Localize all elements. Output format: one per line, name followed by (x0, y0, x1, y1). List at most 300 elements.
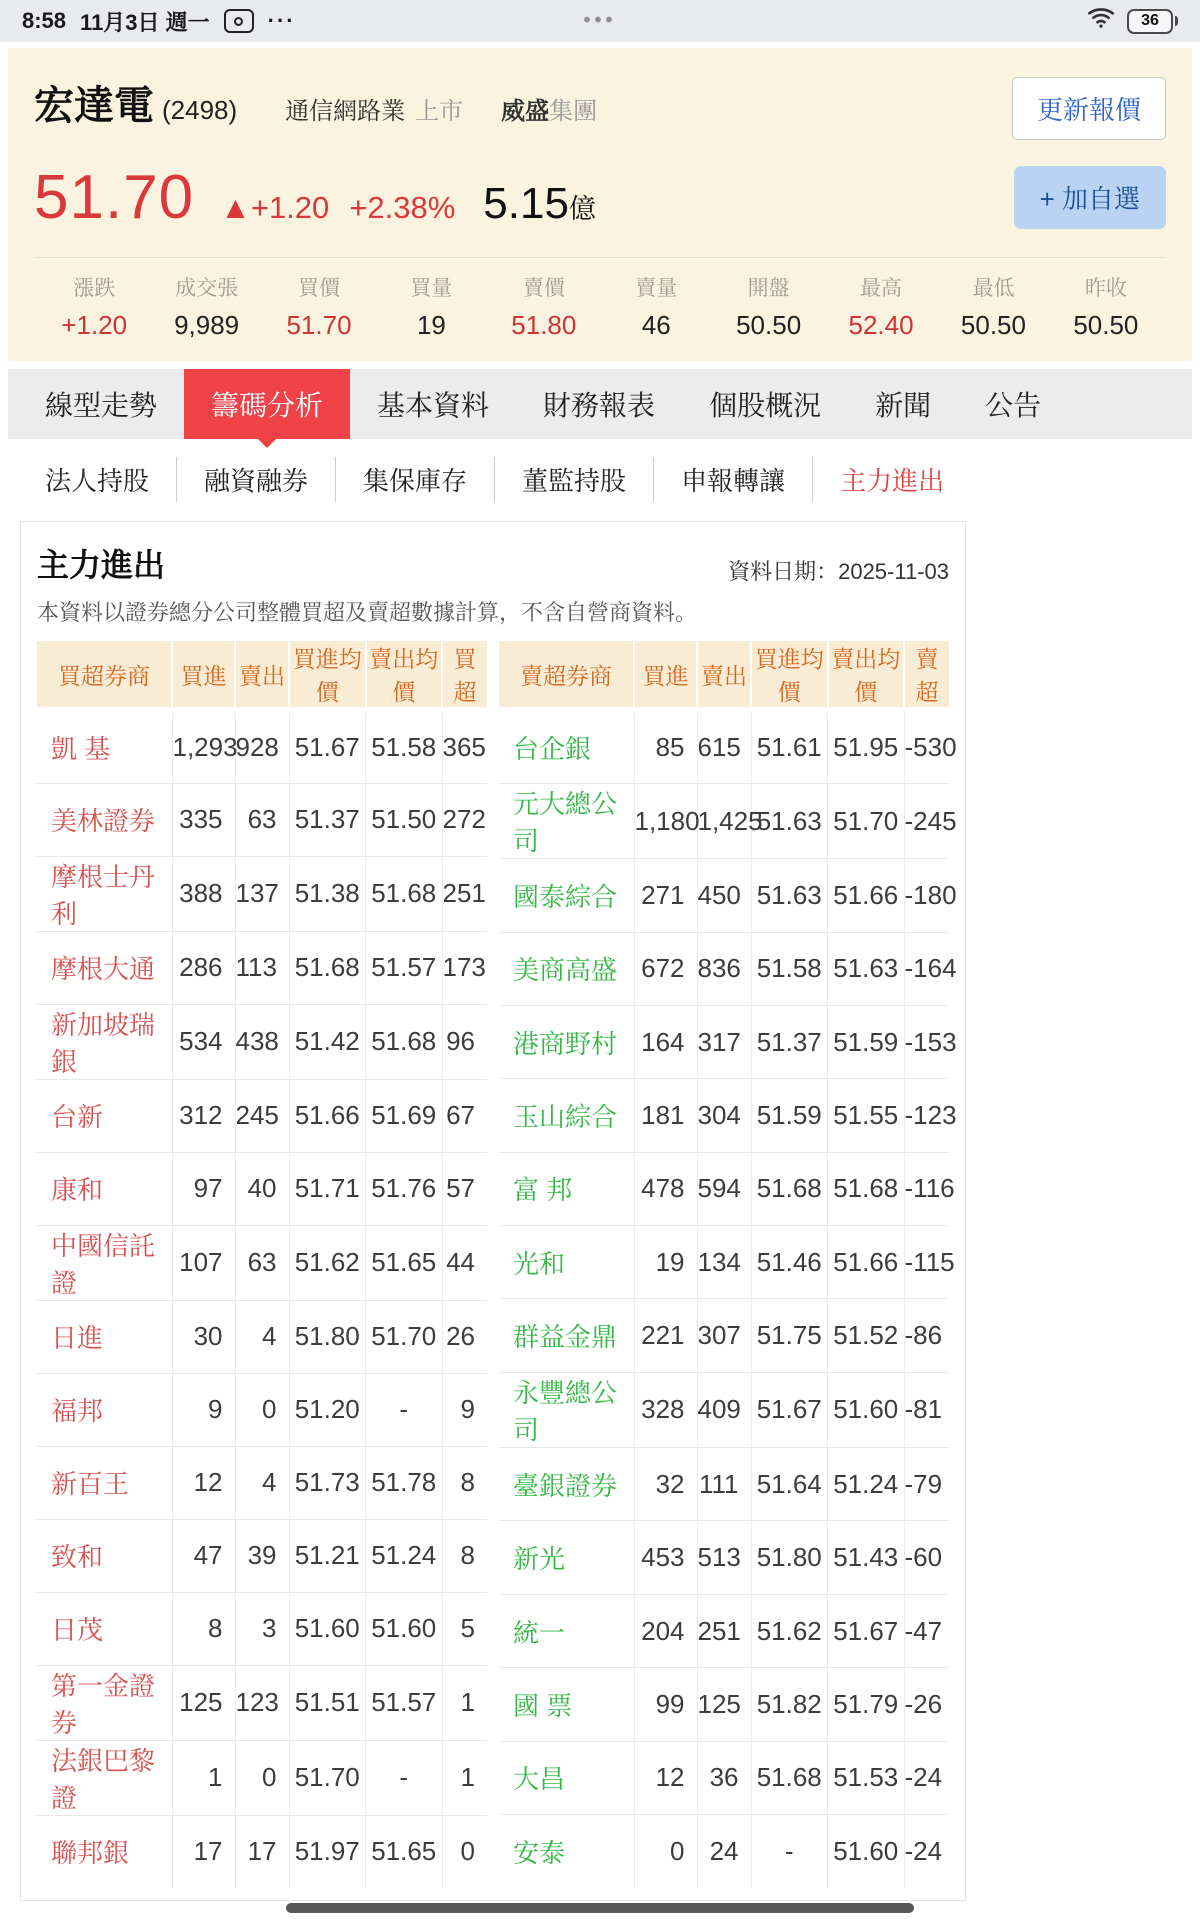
value-cell: 17 (235, 1815, 289, 1888)
broker-name-cell[interactable]: 日進 (37, 1300, 172, 1373)
value-cell: 137 (235, 856, 289, 931)
value-cell: 615 (697, 710, 751, 783)
value-cell: 221 (634, 1299, 697, 1372)
value-cell: 51.59 (828, 1005, 905, 1078)
column-header: 賣超券商 (499, 641, 634, 710)
table-row (37, 1446, 487, 1519)
battery-percent: 36 (1127, 9, 1173, 34)
broker-name-cell[interactable]: 港商野村 (499, 1005, 634, 1078)
value-cell: 12 (634, 1741, 697, 1814)
broker-name-cell[interactable]: 新百王 (37, 1446, 172, 1519)
value-cell: 32 (634, 1448, 697, 1521)
subtab-item[interactable]: 主力進出 (840, 465, 945, 496)
value-cell: 365 (442, 710, 487, 783)
value-cell: 272 (442, 783, 487, 856)
table-row (499, 1372, 949, 1447)
value-cell: 51.37 (289, 783, 366, 856)
sell-over-table (499, 641, 957, 1888)
table-row (37, 1004, 487, 1079)
value-cell: 134 (697, 1226, 751, 1299)
buy-over-table (37, 641, 487, 1888)
broker-name-cell[interactable]: 福邦 (37, 1373, 172, 1446)
value-cell: 312 (172, 1079, 235, 1152)
quote-stat-value: 50.50 (960, 310, 1026, 340)
value-cell: 51.68 (366, 1004, 443, 1079)
table-row (37, 1373, 487, 1446)
table-row (37, 1519, 487, 1592)
value-cell: 19 (634, 1226, 697, 1299)
quote-stat (38, 272, 150, 341)
broker-name-cell[interactable]: 美商高盛 (499, 932, 634, 1005)
table-row (37, 710, 487, 783)
quote-stat-value: 51.80 (511, 310, 577, 340)
table-row (499, 783, 949, 858)
table-row (499, 1079, 949, 1152)
value-cell: 534 (172, 1004, 235, 1079)
value-cell: 304 (697, 1079, 751, 1152)
subtab-item[interactable]: 融資融券 (177, 457, 336, 502)
value-cell: 4 (235, 1300, 289, 1373)
value-cell: -245 (904, 783, 949, 858)
quote-stat (712, 272, 824, 341)
broker-name-cell[interactable]: 光和 (499, 1226, 634, 1299)
value-cell: 51.20 (289, 1373, 366, 1446)
quote-stat (1050, 272, 1162, 341)
value-cell: 12 (172, 1446, 235, 1519)
value-cell: 8 (442, 1446, 487, 1519)
quote-stat-value: 51.70 (286, 310, 352, 340)
value-cell: 51.70 (289, 1740, 366, 1815)
quote-stat-label: 賣量 (635, 277, 678, 300)
quote-stat-label: 開盤 (747, 277, 790, 300)
value-cell: 594 (697, 1152, 751, 1225)
quote-stat (600, 272, 712, 341)
column-header: 賣出 (235, 641, 289, 710)
refresh-quote-button[interactable]: 更新報價 (1012, 77, 1166, 140)
quote-stat-label: 買價 (298, 277, 341, 300)
value-cell: 450 (697, 859, 751, 932)
value-cell: 113 (235, 931, 289, 1004)
quote-stat (375, 272, 487, 341)
value-cell: 51.64 (751, 1448, 828, 1521)
value-cell: -79 (904, 1448, 949, 1521)
value-cell: -24 (904, 1741, 949, 1814)
column-header: 買進 (634, 641, 697, 710)
quote-stat-value: 19 (416, 310, 446, 340)
value-cell: 51.63 (828, 932, 905, 1005)
broker-name-cell[interactable]: 大昌 (499, 1741, 634, 1814)
value-cell: 51.67 (828, 1594, 905, 1667)
last-price: 51.70 (34, 163, 195, 232)
tab-item[interactable]: 財務報表 (543, 390, 656, 421)
value-cell: 51.73 (289, 1446, 366, 1519)
value-cell: 409 (697, 1372, 751, 1447)
tab-item[interactable]: 基本資料 (377, 390, 490, 421)
page-title: 主力進出 (37, 547, 166, 583)
value-cell: 271 (634, 859, 697, 932)
value-cell: 51.65 (366, 1815, 443, 1888)
table-row (499, 1226, 949, 1299)
value-cell: 51.75 (751, 1299, 828, 1372)
value-cell: 204 (634, 1594, 697, 1667)
broker-name-cell[interactable]: 元大總公司 (499, 783, 634, 858)
value-cell: 317 (697, 1005, 751, 1078)
table-row (499, 1668, 949, 1741)
value-cell: 51.80 (751, 1521, 828, 1594)
value-cell: -47 (904, 1594, 949, 1667)
home-indicator[interactable] (286, 1903, 914, 1913)
broker-name-cell[interactable]: 聯邦銀 (37, 1815, 172, 1888)
value-cell: 51.69 (366, 1079, 443, 1152)
status-bar (0, 0, 1200, 42)
value-cell: 164 (634, 1005, 697, 1078)
value-cell: 51.70 (366, 1300, 443, 1373)
value-cell: 85 (634, 710, 697, 783)
quote-stat-value: +1.20 (61, 310, 128, 340)
table-row (37, 1740, 487, 1815)
broker-name-cell[interactable]: 日茂 (37, 1592, 172, 1665)
value-cell: 36 (697, 1741, 751, 1814)
broker-name-cell[interactable]: 新加坡瑞銀 (37, 1004, 172, 1079)
status-ellipsis: ··· (267, 8, 296, 33)
subtab-item[interactable]: 集保庫存 (336, 457, 495, 502)
value-cell: 125 (172, 1665, 235, 1740)
value-cell: 51.60 (828, 1814, 905, 1888)
column-header: 賣出均價 (366, 641, 443, 710)
value-cell: 0 (235, 1740, 289, 1815)
value-cell: 51.67 (751, 1372, 828, 1447)
broker-name-cell[interactable]: 第一金證券 (37, 1665, 172, 1740)
broker-name-cell[interactable]: 凱 基 (51, 734, 111, 765)
value-cell: 51.60 (828, 1372, 905, 1447)
quote-stat-label: 賣價 (522, 277, 565, 300)
value-cell: 51.63 (751, 859, 828, 932)
value-cell: 51.52 (828, 1299, 905, 1372)
value-cell: 51.62 (751, 1594, 828, 1667)
value-cell: 24 (697, 1814, 751, 1888)
table-row (499, 1814, 949, 1888)
window-controls-dots[interactable]: ••• (583, 9, 617, 32)
value-cell: 51.62 (289, 1225, 366, 1300)
value-cell: 51.68 (751, 1152, 828, 1225)
quote-stat (825, 272, 937, 341)
table-row (499, 859, 949, 932)
battery-icon (1127, 9, 1178, 34)
price-change-percent: +2.38% (349, 190, 456, 225)
quote-stat-value: 52.40 (848, 310, 914, 340)
quote-stat (488, 272, 600, 341)
quote-stats-row (34, 257, 1166, 361)
quote-stat (150, 272, 262, 341)
table-row (499, 1005, 949, 1078)
add-watchlist-button[interactable]: + 加自選 (1014, 166, 1166, 229)
value-cell: - (366, 1740, 443, 1815)
value-cell: 1,293 (172, 710, 235, 783)
subtab-item[interactable]: 法人持股 (18, 457, 177, 502)
status-date: 11月3日 週一 (80, 9, 210, 35)
group-link[interactable]: 威盛 (501, 98, 550, 125)
table-row (499, 932, 949, 1005)
broker-name-cell[interactable]: 國泰綜合 (499, 859, 634, 932)
tab-item[interactable]: 新聞 (875, 390, 932, 421)
quote-stat-value: 9,989 (174, 310, 240, 340)
tab-item[interactable]: 個股概況 (709, 390, 822, 421)
value-cell: 928 (235, 710, 289, 783)
tab-item[interactable]: 公告 (985, 390, 1042, 421)
subtab-item[interactable]: 董監持股 (495, 457, 654, 502)
value-cell: 51.68 (751, 1741, 828, 1814)
broker-name-cell[interactable]: 致和 (37, 1519, 172, 1592)
value-cell: 51.24 (828, 1448, 905, 1521)
broker-name-cell[interactable]: 摩根大通 (37, 931, 172, 1004)
value-cell: 51.61 (751, 710, 828, 783)
quote-stat (937, 272, 1049, 341)
value-cell: 51.76 (366, 1152, 443, 1225)
industry-link[interactable]: 通信網路業 (285, 98, 406, 125)
main-tab-bar (8, 369, 1192, 439)
value-cell: 51.95 (828, 710, 905, 783)
value-cell: 173 (442, 931, 487, 1004)
value-cell: 388 (172, 856, 235, 931)
value-cell: 51.70 (828, 783, 905, 858)
value-cell: -116 (904, 1152, 949, 1225)
value-cell: 51.68 (366, 856, 443, 931)
table-row (37, 1300, 487, 1373)
value-cell: 57 (442, 1152, 487, 1225)
value-cell: 51.50 (366, 783, 443, 856)
value-cell: 107 (172, 1225, 235, 1300)
value-cell: 63 (235, 783, 289, 856)
value-cell: -60 (904, 1521, 949, 1594)
value-cell: 1,180 (634, 783, 697, 858)
broker-name-cell[interactable]: 台企銀 (513, 734, 592, 765)
table-row (499, 710, 949, 783)
value-cell: 99 (634, 1668, 697, 1741)
value-cell: 63 (235, 1225, 289, 1300)
value-cell: -164 (904, 932, 949, 1005)
tab-item[interactable]: 線型走勢 (45, 390, 158, 421)
broker-name-cell[interactable]: 國 票 (499, 1668, 634, 1741)
value-cell: 9 (442, 1373, 487, 1446)
value-cell: 1,425 (697, 783, 751, 858)
value-cell: 96 (442, 1004, 487, 1079)
value-cell: 51.42 (289, 1004, 366, 1079)
value-cell: 51.38 (289, 856, 366, 931)
value-cell: 47 (172, 1519, 235, 1592)
value-cell: 51.65 (366, 1225, 443, 1300)
quote-stat-label: 買量 (410, 277, 453, 300)
quote-stat-label: 成交張 (175, 277, 239, 300)
value-cell: 251 (697, 1594, 751, 1667)
stock-code: (2498) (162, 95, 238, 125)
value-cell: 30 (172, 1300, 235, 1373)
value-cell: 245 (235, 1079, 289, 1152)
quote-stat-label: 最高 (860, 277, 903, 300)
value-cell: 97 (172, 1152, 235, 1225)
value-cell: -86 (904, 1299, 949, 1372)
broker-name-cell[interactable]: 臺銀證券 (499, 1448, 634, 1521)
clock-time: 8:58 (22, 8, 67, 33)
value-cell: 51.68 (289, 931, 366, 1004)
value-cell: 51.57 (366, 931, 443, 1004)
value-cell: 123 (235, 1665, 289, 1740)
value-cell: 51.82 (751, 1668, 828, 1741)
table-row (499, 1741, 949, 1814)
value-cell: 5 (442, 1592, 487, 1665)
broker-name-cell[interactable]: 康和 (37, 1152, 172, 1225)
column-header: 買超券商 (37, 641, 172, 710)
value-cell: 328 (634, 1372, 697, 1447)
broker-name-cell[interactable]: 富 邦 (499, 1152, 634, 1225)
column-header: 賣出均價 (828, 641, 905, 710)
column-header: 買進均價 (289, 641, 366, 710)
value-cell: -24 (904, 1814, 949, 1888)
value-cell: 836 (697, 932, 751, 1005)
column-header: 買超 (442, 641, 487, 710)
value-cell: 51.71 (289, 1152, 366, 1225)
value-cell: -81 (904, 1372, 949, 1447)
column-header: 賣出 (697, 641, 751, 710)
value-cell: 51.80 (289, 1300, 366, 1373)
table-row (499, 1299, 949, 1372)
group-suffix-label: 集團 (549, 98, 598, 125)
value-cell: -26 (904, 1668, 949, 1741)
buy-table-header-row (37, 641, 487, 710)
value-cell: 51.67 (289, 710, 366, 783)
value-cell: 0 (235, 1373, 289, 1446)
sell-table-header-row (499, 641, 949, 710)
value-cell: 335 (172, 783, 235, 856)
column-header: 買進均價 (751, 641, 828, 710)
value-cell: 181 (634, 1079, 697, 1152)
value-cell: 51.55 (828, 1079, 905, 1152)
quote-stat-value: 50.50 (736, 310, 802, 340)
broker-name-cell[interactable]: 玉山綜合 (499, 1079, 634, 1152)
quote-stat (263, 272, 375, 341)
turnover-value: 5.15億 (483, 179, 596, 228)
value-cell: 51.21 (289, 1519, 366, 1592)
value-cell: 51.24 (366, 1519, 443, 1592)
data-date: 資料日期：2025-11-03 (728, 559, 949, 584)
broker-name-cell[interactable]: 永豐總公司 (499, 1372, 634, 1447)
table-row (37, 783, 487, 856)
value-cell: 111 (697, 1448, 751, 1521)
table-row (37, 1592, 487, 1665)
table-row (37, 1665, 487, 1740)
value-cell: 26 (442, 1300, 487, 1373)
broker-name-cell[interactable]: 台新 (37, 1079, 172, 1152)
value-cell: 51.46 (751, 1226, 828, 1299)
value-cell: 51.58 (751, 932, 828, 1005)
value-cell: 51.66 (289, 1079, 366, 1152)
value-cell: 51.79 (828, 1668, 905, 1741)
quote-stat-value: 46 (641, 310, 671, 340)
value-cell: 8 (172, 1592, 235, 1665)
broker-name-cell[interactable]: 群益金鼎 (499, 1299, 634, 1372)
value-cell: 51.60 (289, 1592, 366, 1665)
quote-stat-label: 漲跌 (73, 277, 116, 300)
value-cell: 453 (634, 1521, 697, 1594)
value-cell: 478 (634, 1152, 697, 1225)
turnover-unit: 億 (568, 194, 596, 224)
value-cell: 67 (442, 1079, 487, 1152)
table-row (37, 1815, 487, 1888)
value-cell: 51.66 (828, 859, 905, 932)
screen-recording-icon (224, 9, 254, 33)
table-row (37, 1225, 487, 1300)
value-cell: 1 (172, 1740, 235, 1815)
tab-item[interactable]: 籌碼分析 (184, 369, 350, 439)
quote-header (8, 48, 1192, 361)
value-cell: 9 (172, 1373, 235, 1446)
value-cell: 51.60 (366, 1592, 443, 1665)
value-cell: 8 (442, 1519, 487, 1592)
column-header: 買進 (172, 641, 235, 710)
quote-stat-value: 50.50 (1073, 310, 1139, 340)
value-cell: -153 (904, 1005, 949, 1078)
broker-name-cell[interactable]: 安泰 (499, 1814, 634, 1888)
value-cell: 51.37 (751, 1005, 828, 1078)
sub-tab-bar (8, 439, 1192, 519)
broker-name-cell[interactable]: 統一 (499, 1594, 634, 1667)
table-row (499, 1594, 949, 1667)
table-row (499, 1448, 949, 1521)
table-row (499, 1521, 949, 1594)
wifi-icon (1087, 6, 1115, 36)
value-cell: -180 (904, 859, 949, 932)
broker-name-cell[interactable]: 摩根士丹利 (37, 856, 172, 931)
value-cell: -530 (904, 710, 949, 783)
value-cell: 51.97 (289, 1815, 366, 1888)
value-cell: 3 (235, 1592, 289, 1665)
subtab-item[interactable]: 申報轉讓 (654, 457, 813, 502)
value-cell: 1 (442, 1740, 487, 1815)
value-cell: 51.57 (366, 1665, 443, 1740)
broker-name-cell[interactable]: 新光 (499, 1521, 634, 1594)
table-row (37, 856, 487, 931)
value-cell: 251 (442, 856, 487, 931)
value-cell: - (751, 1814, 828, 1888)
broker-name-cell[interactable]: 法銀巴黎證 (37, 1740, 172, 1815)
value-cell: 513 (697, 1521, 751, 1594)
table-row (37, 1152, 487, 1225)
value-cell: 39 (235, 1519, 289, 1592)
value-cell: 0 (634, 1814, 697, 1888)
value-cell: 438 (235, 1004, 289, 1079)
value-cell: 51.66 (828, 1226, 905, 1299)
broker-name-cell[interactable]: 中國信託證 (37, 1225, 172, 1300)
table-row (37, 1079, 487, 1152)
price-change: ▲+1.20 (220, 190, 330, 225)
value-cell: 51.68 (828, 1152, 905, 1225)
value-cell: 51.59 (751, 1079, 828, 1152)
column-header: 賣超 (904, 641, 949, 710)
value-cell: 51.53 (828, 1741, 905, 1814)
value-cell: 51.58 (366, 710, 443, 783)
table-row (37, 931, 487, 1004)
broker-name-cell[interactable]: 美林證券 (37, 783, 172, 856)
table-row (499, 1152, 949, 1225)
value-cell: -115 (904, 1226, 949, 1299)
value-cell: - (366, 1373, 443, 1446)
value-cell: 1 (442, 1665, 487, 1740)
quote-stat-label: 昨收 (1084, 277, 1127, 300)
value-cell: 307 (697, 1299, 751, 1372)
description-text: 本資料以證券總分公司整體買超及賣超數據計算，不含自營商資料。 (37, 600, 698, 625)
value-cell: 17 (172, 1815, 235, 1888)
value-cell: 286 (172, 931, 235, 1004)
value-cell: 40 (235, 1152, 289, 1225)
